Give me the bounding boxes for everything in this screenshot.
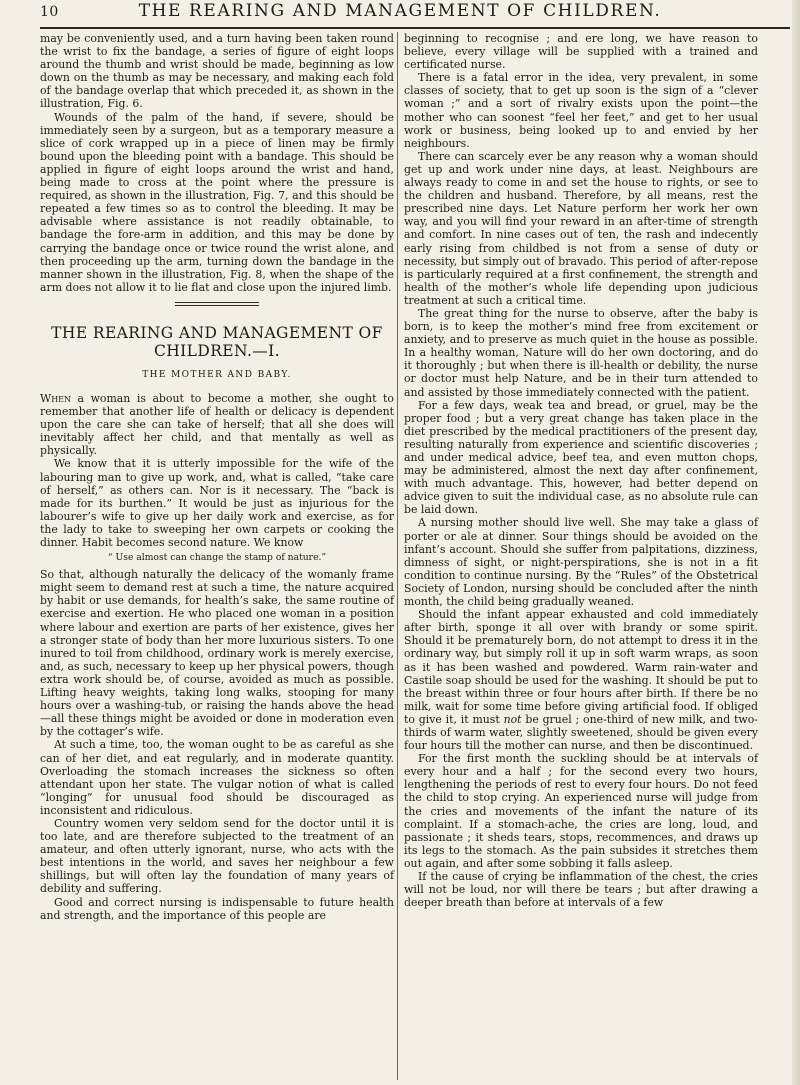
paragraph: Wounds of the palm of the hand, if severe, should be immediately seen by a surgeon, but as a temporary measure a slice of cork wrapped up in a piece of linen may be firmly bound upon the bleeding point with a bandage. This should be applied in figure of eight loops around the wrist and hand, being made to cross at the point where the pressure is required, as shown in the illustration, Fig. 7, and this should be repeated a few times so as to control the bleeding. It may be advisable where assistance is not readily obtainable, to bandage the fore-arm in addition, and this may be done by carrying the bandage once or twice round the wrist alone, and then proceeding up the arm, turning down the bandage in the manner shown in the illustration, Fig. 8, when the shape of the arm does not allow it to lie flat and close upon the injured limb. — [40, 110, 394, 294]
paragraph — [40, 392, 394, 457]
paragraph: If the cause of crying be inflammation of the chest, the cries will not be loud, nor will there be tears ; but after drawing a deeper breath than before at intervals of a few — [404, 870, 758, 910]
left-column — [40, 32, 394, 922]
paragraph: Country women very seldom send for the doctor until it is too late, and are therefore subjected to the treatment of an amateur, and often utterly ignorant, nurse, who acts with the best intentions in the world, and saves her neighbour a few shillings, but will often lay the foundation of many years of debility and suffering. — [40, 816, 394, 896]
paragraph-text: Should the infant appear exhausted and cold immediately after birth, sponge it all over with brandy or some spirit. Should it be prematurely born, do not attempt to dress it in the ordinary way, but simply roll it up in soft warm wraps, as soon as it has been washed and powdered. Warm rain-water and Castile soap should be used for the washing. It should be put to the breast within three or four hours after birth. If there be no milk, wait for some time before giving artificial food. If obliged to give it, it must — [404, 608, 758, 726]
paragraph: There can scarcely ever be any reason why a woman should get up and work under nine days, at least. Neighbours are always ready to come in and set the house to rights, or see to the children and husband. Therefore, by all means, rest the prescribed nine days. Let Nature perform her work her own way, and you will find your reward in an after-time of strength and comfort. In nine cases out of ten, the rash and indecently early rising from childbed is not from a sense of duty or necessity, but simply out of bravado. This period of after-repose is particularly required at a first confinement, the strength and health of the mother’s whole life depending upon judicious treatment at such a critical time. — [404, 149, 758, 307]
article-title: THE REARING AND MANAGEMENT OF CHILDREN.—I. — [51, 323, 383, 360]
paragraph: So that, although naturally the delicacy of the womanly frame might seem to demand rest at such a time, the nature acquired by habit or use demands, for health’s sake, the same routine of exercise and exertion. He who placed one woman in a position where labour and exertion are parts of her existence, gives her a stronger state of body than her more luxurious sisters. To one inured to toil from childhood, ordinary work is merely exercise, and, as such, necessary to keep up her physical powers, though extra work should be, of course, avoided as much as possible. Lifting heavy weights, taking long walks, stooping for many hours over a washing-tub, or raising the hands above the head—all these things might be avoided or done in moderation even by the cottager’s wife. — [40, 568, 394, 739]
column-divider — [397, 32, 398, 1080]
page-edge — [792, 0, 800, 1085]
paragraph: For a few days, weak tea and bread, or gruel, may be the proper food ; but a very great change has taken place in the diet prescribed by the medical practitioners of the present day, resulting naturally from experience and scientific discoveries ; and under medical advice, beef tea, and even mutton chops, may be administered, almost the next day after confinement, with much advantage. This, however, had better depend on advice given to suit the individual case, as no absolute rule can be laid down. — [404, 398, 758, 517]
running-title: THE REARING AND MANAGEMENT OF CHILDREN. — [138, 1, 662, 21]
paragraph: For the first month the suckling should be at intervals of every hour and a half ; for the second every two hours, lengthening the periods of rest to every four hours. Do not feed the child to stop crying. An experienced nurse will judge from the cries and movements of the infant the nature of its complaint. If a stomach-ache, the cries are long, loud, and passionate ; it sheds tears, stops, recommences, and draws up its legs to the stomach. As the pain subsides it stretches them out again, and after some sobbing it falls asleep. — [404, 752, 758, 870]
paragraph: A nursing mother should live well. She may take a glass of porter or ale at dinner. Sour things should be avoided on the infant’s account. Should she suffer from palpitations, dizziness, dimness of sight, or night-perspirations, she is not in a fit condition to continue nursing. By the “Rules” of the Obstetrical Society of London, nursing should be concluded after the ninth month, the child being gradually weaned. — [404, 516, 758, 609]
paragraph: beginning to recognise ; and ere long, we have reason to believe, every village will be supplied with a trained and certificated nurse. — [404, 32, 758, 72]
emphasis: not — [503, 712, 522, 726]
section-divider — [175, 302, 259, 306]
block-quote: “ Use almost can change the stamp of nature.” — [107, 552, 327, 564]
header-rule — [40, 27, 790, 29]
paragraph: may be conveniently used, and a turn having been taken round the wrist to fix the bandage, a series of figure of eight loops around the thumb and wrist should be made, beginning as low down on the thumb as may be necessary, and making each fold of the bandage overlap that which preceded it, as shown in the illustration, Fig. 6. — [40, 32, 394, 111]
right-column — [404, 32, 758, 909]
paragraph: At such a time, too, the woman ought to be as careful as she can of her diet, and eat regularly, and in moderate quantity. Overloading the stomach increases the sickness so often attendant upon her state. The vulgar notion of what is called “longing” for unusual food should be discouraged as inconsistent and ridiculous. — [40, 738, 394, 817]
paragraph: We know that it is utterly impossible for the wife of the labouring man to give up work, and, what is called, “take care of herself,” as others can. Nor is it necessary. The “back is made for its burthen.” It would be just as injurious for the labourer’s wife to give up her daily work and exercise, as for the lady to take to sweeping her own carpets or cooking the dinner. Habit becomes second nature. We know — [40, 457, 394, 549]
paragraph: There is a fatal error in the idea, very prevalent, in some classes of society, that to get up soon is the sign of a “clever woman ;” and a sort of rivalry exists upon the point—the mother who can soonest “feel her feet,” and get to her usual work or business, being looked up to and envied by her neighbours. — [404, 71, 758, 150]
paragraph: The great thing for the nurse to observe, after the baby is born, is to keep the mother’s mind free from excitement or anxiety, and to preserve as much quiet in the house as possible. In a healthy woman, Nature will do her own doctoring, and do it thoroughly ; but when there is ill-health or debility, the nurse or doctor must help Nature, and be in their turn attended to and assisted by those immediately connected with the patient. — [404, 306, 758, 399]
paragraph: Good and correct nursing is indispensable to future health and strength, and the importance of this people are — [40, 895, 394, 922]
paragraph-text: a woman is about to become a mother, she ought to remember that another life of health or delicacy is dependent upon the care she can take of herself; that all she does will inevitably affect her child, and that mentally as well as physically. — [40, 391, 394, 458]
page-number: 10 — [40, 4, 59, 20]
article-subtitle: THE MOTHER AND BABY. — [142, 369, 292, 380]
drop-lead-word: When — [40, 391, 72, 405]
paragraph — [404, 608, 758, 752]
paragraph-text: be gruel ; one-third of new milk, and two-thirds of warm water, slightly sweetened, should be given every four hours till the mother can nurse, and then be discontinued. — [404, 712, 758, 753]
